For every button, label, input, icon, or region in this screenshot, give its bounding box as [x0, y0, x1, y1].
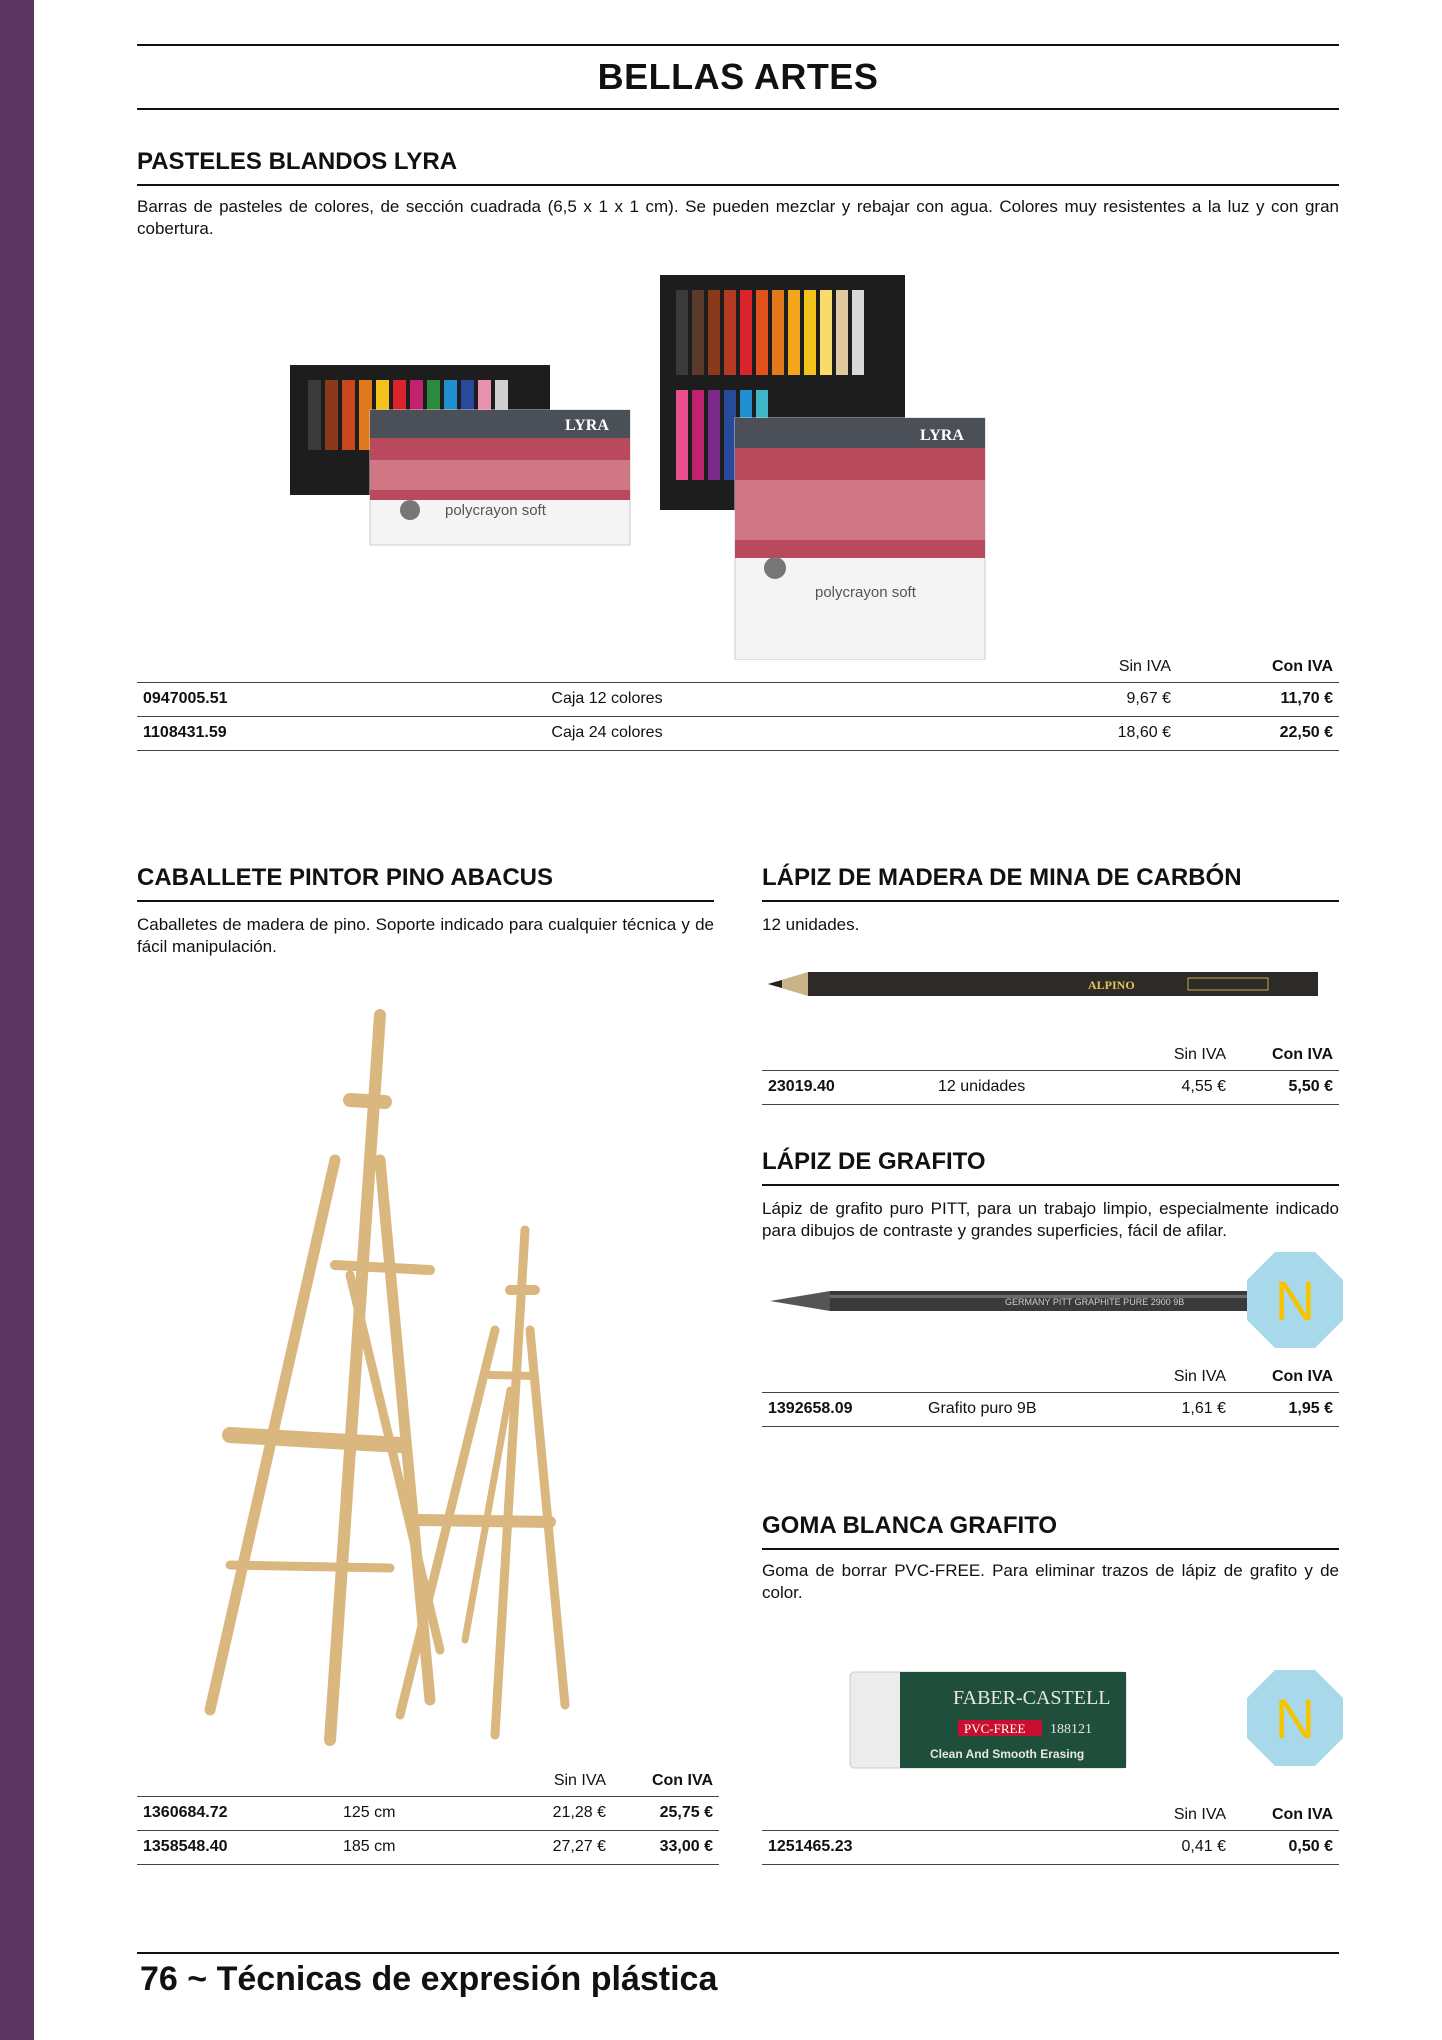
header-sin-iva: Sin IVA: [1173, 1805, 1226, 1823]
price-sin-iva: 4,55 €: [1072, 1070, 1232, 1104]
price-con-iva: 1,95 €: [1232, 1392, 1339, 1426]
section-desc-goma: Goma de borrar PVC-FREE. Para eliminar trazos de lápiz de grafito y de color.: [762, 1561, 1339, 1602]
product-code: 1108431.59: [137, 716, 427, 750]
product-code: 1392658.09: [762, 1392, 922, 1426]
section-desc-lapiz-grafito: Lápiz de grafito puro PITT, para un trabajo limpio, especialmente indicado para dibujos de contraste y grandes superficies, fácil de afilar.: [762, 1199, 1339, 1240]
faber-brand-text: FABER-CASTELL: [953, 1687, 1111, 1709]
new-badge: [1245, 1668, 1345, 1768]
section-desc-pasteles: Barras de pasteles de colores, de sección cuadrada (6,5 x 1 x 1 cm). Se pueden mezclar y rebajar con agua. Colores muy resistentes a la luz y con gran cobertura.: [137, 197, 1339, 238]
price-table-caballete: [137, 1764, 719, 1865]
header-sin-iva: Sin IVA: [553, 1771, 606, 1789]
product-desc: Caja 24 colores: [427, 716, 787, 750]
table-row: [762, 1392, 1339, 1426]
product-desc: [932, 1830, 1072, 1864]
easel-large: [210, 1015, 440, 1740]
header-sin-iva: Sin IVA: [1173, 1367, 1226, 1385]
header-con-iva: Con IVA: [1271, 1367, 1333, 1385]
section-title-pasteles: PASTELES BLANDOS LYRA: [137, 148, 1339, 186]
price-table-goma: [762, 1798, 1339, 1865]
polycrayon-label-small: polycrayon soft: [445, 502, 546, 519]
product-code: 1358548.40: [137, 1830, 337, 1864]
price-table-pasteles: [137, 650, 1339, 751]
price-con-iva: 25,75 €: [612, 1796, 719, 1830]
price-table-lapiz-grafito: [762, 1360, 1339, 1427]
price-con-iva: 11,70 €: [1177, 682, 1339, 716]
section-desc-lapiz-carbon: 12 unidades.: [762, 915, 860, 934]
price-sin-iva: 21,28 €: [487, 1796, 612, 1830]
product-code: 0947005.51: [137, 682, 427, 716]
price-sin-iva: 27,27 €: [487, 1830, 612, 1864]
eraser-image: [848, 1668, 1128, 1772]
polycrayon-label-large: polycrayon soft: [815, 584, 916, 601]
page-title: BELLAS ARTES: [597, 56, 879, 97]
price-con-iva: 22,50 €: [1177, 716, 1339, 750]
price-con-iva: 5,50 €: [1232, 1070, 1339, 1104]
header-sin-iva: Sin IVA: [1173, 1045, 1226, 1063]
price-sin-iva: 9,67 €: [787, 682, 1177, 716]
lyra-logo-large: LYRA: [920, 427, 964, 444]
lyra-logo-small: LYRA: [565, 417, 609, 434]
section-title-lapiz-grafito: LÁPIZ DE GRAFITO: [762, 1148, 1339, 1186]
pvc-free-label: PVC-FREE: [964, 1721, 1026, 1736]
product-code: 1251465.23: [762, 1830, 932, 1864]
eraser-tagline-text: Clean And Smooth Erasing: [930, 1747, 1085, 1761]
footer-divider: [137, 1952, 1339, 1954]
section-title-goma: GOMA BLANCA GRAFITO: [762, 1512, 1339, 1550]
table-row: [137, 682, 1339, 716]
price-sin-iva: 1,61 €: [1082, 1392, 1232, 1426]
header-con-iva: Con IVA: [1271, 1805, 1333, 1823]
product-desc: 12 unidades: [932, 1070, 1072, 1104]
price-con-iva: 33,00 €: [612, 1830, 719, 1864]
price-sin-iva: 18,60 €: [787, 716, 1177, 750]
header-con-iva: Con IVA: [1271, 657, 1333, 675]
easel-image: [180, 1000, 600, 1750]
price-sin-iva: 0,41 €: [1072, 1830, 1232, 1864]
product-code: 1360684.72: [137, 1796, 337, 1830]
section-title-caballete: CABALLETE PINTOR PINO ABACUS: [137, 864, 714, 902]
graphite-pencil-image: [770, 1286, 1250, 1316]
eraser-code-text: 188121: [1050, 1722, 1092, 1737]
table-row: [762, 1070, 1339, 1104]
price-con-iva: 0,50 €: [1232, 1830, 1339, 1864]
alpino-brand-text: ALPINO: [1088, 978, 1135, 992]
price-table-lapiz-carbon: [762, 1038, 1339, 1105]
pitt-brand-text: GERMANY PITT GRAPHITE PURE 2900 9B: [1005, 1297, 1185, 1307]
new-badge-label: N: [1274, 1687, 1316, 1750]
product-code: 23019.40: [762, 1070, 932, 1104]
table-row: [762, 1830, 1339, 1864]
product-desc: 185 cm: [337, 1830, 487, 1864]
table-row: [137, 716, 1339, 750]
section-title-lapiz-carbon: LÁPIZ DE MADERA DE MINA DE CARBÓN: [762, 864, 1339, 902]
section-desc-caballete: Caballetes de madera de pino. Soporte indicado para cualquier técnica y de fácil manipulación.: [137, 915, 714, 956]
new-badge-label: N: [1274, 1269, 1316, 1332]
table-row: [137, 1830, 719, 1864]
header-sin-iva: Sin IVA: [1118, 657, 1171, 675]
product-desc: Caja 12 colores: [427, 682, 787, 716]
product-desc: Grafito puro 9B: [922, 1392, 1082, 1426]
page-footer: 76 ~ Técnicas de expresión plástica: [140, 1960, 718, 1998]
product-desc: 125 cm: [337, 1796, 487, 1830]
table-row: [137, 1796, 719, 1830]
pastel-boxes-image: [280, 270, 1000, 660]
charcoal-pencil-image: [768, 966, 1318, 1002]
page-header: [137, 44, 1339, 110]
header-con-iva: Con IVA: [1271, 1045, 1333, 1063]
new-badge: [1245, 1250, 1345, 1350]
header-con-iva: Con IVA: [651, 1771, 713, 1789]
sidebar-accent: [0, 0, 34, 2040]
